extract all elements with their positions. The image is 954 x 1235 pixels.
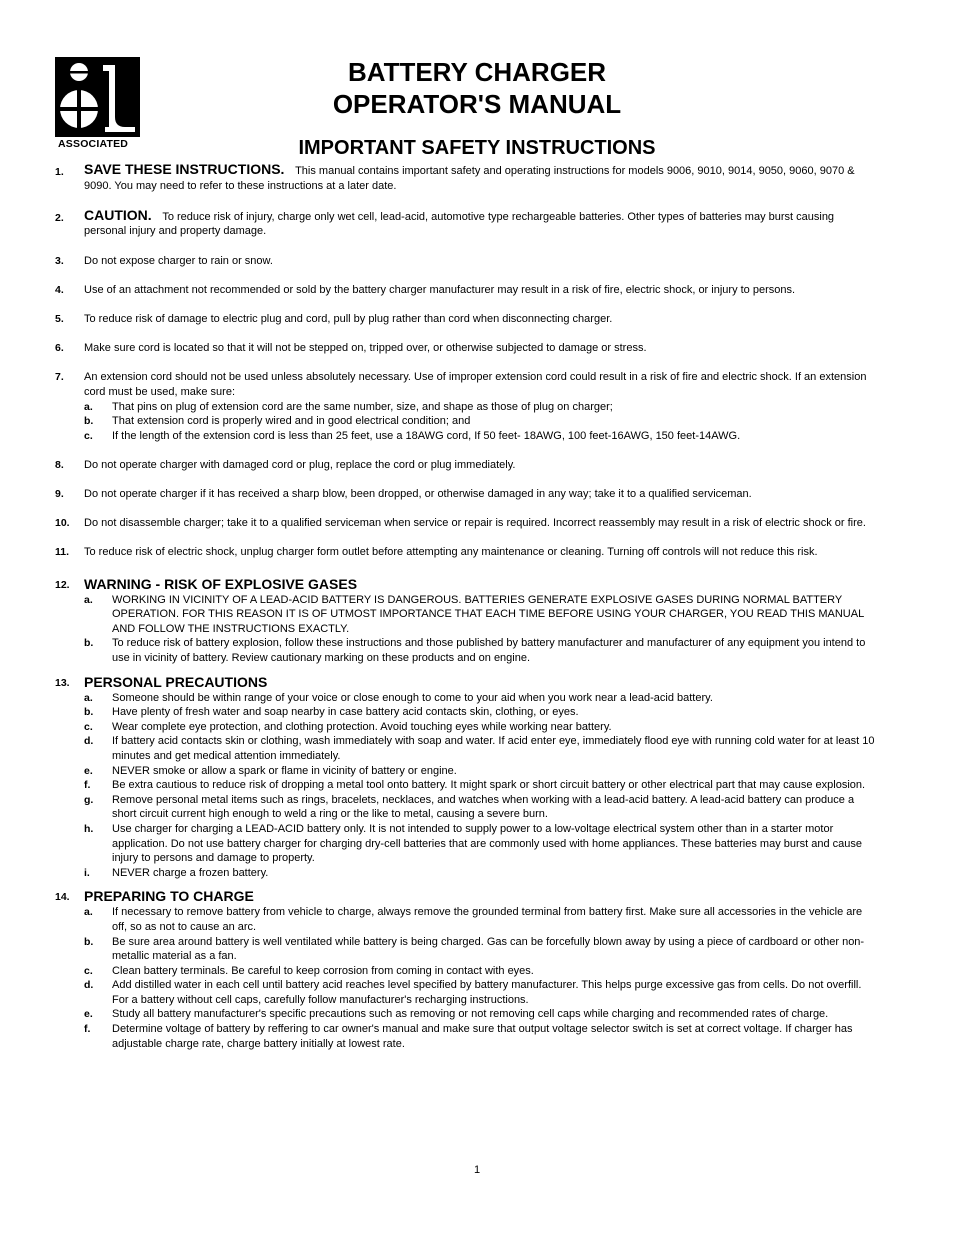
- item-number: 6.: [55, 342, 64, 355]
- sub-item: [84, 1007, 877, 1022]
- section-heading: WARNING - RISK OF EXPLOSIVE GASES: [84, 575, 358, 592]
- sub-text: Have plenty of fresh water and soap nearby in case battery acid contacts skin, clothing, or eyes.: [112, 706, 579, 719]
- sub-letter: e.: [84, 1008, 93, 1021]
- instruction-item-11: [55, 545, 877, 560]
- sub-item: [84, 414, 877, 429]
- instruction-item-9: [55, 487, 877, 502]
- sub-letter: h.: [84, 822, 94, 835]
- item-number: 12.: [55, 578, 70, 591]
- item-number: 4.: [55, 283, 64, 296]
- item-text: This manual contains important safety and operating instructions for models 9006, 9010, 9014, 9050, 9060, 9070 & 9090. You may need to refer to these instructions at a later date.: [84, 165, 855, 192]
- item-number: 7.: [55, 371, 64, 384]
- sub-item: [84, 978, 877, 1007]
- item-text: To reduce risk of injury, charge only wet cell, lead-acid, automotive type rechargeable batteries. Other types of batteries may burst causing personal injury and property damage.: [84, 210, 835, 238]
- instruction-item-1: [55, 162, 877, 193]
- sub-item: [84, 593, 877, 637]
- item-number: 10.: [55, 517, 70, 530]
- sub-text: Determine voltage of battery by reffering to car owner's manual and make sure that output voltage selector switch is set at correct voltage. If charger has adjustable charge rate, charge battery initially at lowest rate.: [112, 1023, 853, 1050]
- sub-letter: b.: [84, 706, 94, 719]
- item-number: 9.: [55, 488, 64, 501]
- sub-item: [84, 793, 877, 822]
- sub-text: Study all battery manufacturer's specific precautions such as removing or not removing cell caps while charging and recommended rates of charge.: [112, 1008, 829, 1021]
- section-heading: PREPARING TO CHARGE: [84, 888, 254, 905]
- sub-text: Clean battery terminals. Be careful to keep corrosion from coming in contact with eyes.: [112, 964, 534, 977]
- sub-letter: f.: [84, 779, 91, 792]
- instruction-item-13: [55, 673, 877, 881]
- instruction-item-6: [55, 341, 877, 356]
- sub-text: That pins on plug of extension cord are the same number, size, and shape as those of plug on charger;: [112, 400, 613, 413]
- sub-text: WORKING IN VICINITY OF A LEAD-ACID BATTERY IS DANGEROUS. BATTERIES GENERATE EXPLOSIVE GASES DURING NORMAL BATTERY OPERATION. FOR THIS REASON IT IS OF UTMOST IMPORTANCE THAT EACH TIME BEFORE USING YOUR CHARGER, YOU READ THIS MANUAL AND FOLLOW THE INSTRUCTIONS EXACTLY.: [112, 593, 864, 635]
- sub-text: To reduce risk of battery explosion, follow these instructions and those published by battery manufacturer and manufacturer of any equipment you intend to use in vicinity of battery. Review cautionary marking on these products and on engine.: [112, 637, 866, 664]
- item-lead: SAVE THESE INSTRUCTIONS.: [84, 161, 293, 177]
- sub-item: [84, 866, 877, 881]
- section-heading: PERSONAL PRECAUTIONS: [84, 673, 268, 690]
- sub-letter: c.: [84, 429, 93, 442]
- sub-text: Wear complete eye protection, and clothing protection. Avoid touching eyes while working near battery.: [112, 720, 612, 733]
- sub-item: [84, 964, 877, 979]
- sub-item: [84, 705, 877, 720]
- sub-text: Remove personal metal items such as rings, bracelets, necklaces, and watches when working with a lead-acid battery. A lead-acid battery can produce a short circuit current high enough to weld a ring or the like to metal, causing a severe burn.: [112, 793, 855, 821]
- sub-item: [84, 400, 877, 415]
- page-number: 1: [473, 1164, 481, 1176]
- sub-item: [84, 636, 877, 665]
- item-text: Use of an attachment not recommended or sold by the battery charger manufacturer may result in a risk of fire, electric shock, or injury to persons.: [84, 283, 796, 296]
- item-number: 8.: [55, 458, 64, 471]
- item-number: 2.: [55, 211, 64, 224]
- sub-letter: a.: [84, 906, 93, 919]
- sub-text: Someone should be within range of your voice or close enough to come to your aid when you work near a lead-acid battery.: [112, 691, 713, 704]
- sub-letter: d.: [84, 735, 94, 748]
- sub-letter: d.: [84, 979, 94, 992]
- sub-letter: a.: [84, 400, 93, 413]
- sub-item: [84, 1022, 877, 1051]
- item-text: To reduce risk of electric shock, unplug charger form outlet before attempting any maintenance or cleaning. Turning off controls will not reduce this risk.: [84, 546, 818, 559]
- title-line-1: BATTERY CHARGER: [347, 57, 607, 87]
- item-lead: CAUTION.: [84, 206, 160, 223]
- item-number: 5.: [55, 312, 64, 325]
- item-text: An extension cord should not be used unless absolutely necessary. Use of improper extension cord could result in a risk of fire and electric shock. If an extension cord must be used, make sure:: [84, 371, 867, 398]
- sub-item: [84, 822, 877, 866]
- sub-text: If necessary to remove battery from vehicle to charge, always remove the grounded terminal from battery first. Make sure all accessories in the vehicle are off, so as not to cause an arc.: [112, 906, 863, 933]
- sub-letter: f.: [84, 1023, 91, 1036]
- sub-letter: g.: [84, 793, 94, 806]
- instruction-item-4: [55, 283, 877, 298]
- instruction-item-2: [55, 208, 877, 239]
- sub-item: [84, 734, 877, 763]
- sub-letter: b.: [84, 935, 94, 948]
- instruction-item-3: [55, 254, 877, 269]
- title-line-2: OPERATOR'S MANUAL: [332, 89, 622, 119]
- item-text: Do not expose charger to rain or snow.: [84, 254, 273, 267]
- sub-text: Be extra cautious to reduce risk of dropping a metal tool onto battery. It might spark or short circuit battery or other electrical part that may cause explosion.: [112, 779, 866, 792]
- sub-item: [84, 778, 877, 793]
- item-number: 14.: [55, 891, 70, 904]
- sub-letter: c.: [84, 720, 93, 733]
- sub-text: Add distilled water in each cell until battery acid reaches level specified by battery manufacturer. This helps purge excessive gas from cells. Do not overfill. For a battery without cell caps, carefully follow manufacturer's recharging instructions.: [112, 979, 862, 1006]
- logo-text: ASSOCIATED: [58, 138, 129, 150]
- sub-text: If battery acid contacts skin or clothing, wash immediately with soap and water. If acid enter eye, immediately flood eye with running cold water for at least 10 minutes and get medical attention immediately.: [112, 735, 875, 762]
- item-text: Do not disassemble charger; take it to a qualified serviceman when service or repair is required. Incorrect reassembly may result in a risk of electric shock or fire.: [84, 517, 866, 530]
- item-text: Make sure cord is located so that it will not be stepped on, tripped over, or otherwise subjected to damage or stress.: [84, 342, 647, 355]
- subtitle: IMPORTANT SAFETY INSTRUCTIONS: [298, 137, 656, 159]
- sub-item: [84, 764, 877, 779]
- item-number: 13.: [55, 676, 70, 689]
- sub-item: [84, 429, 877, 444]
- sub-letter: i.: [84, 866, 90, 879]
- instruction-item-10: [55, 516, 877, 531]
- instruction-item-14: [55, 887, 877, 1051]
- sub-item: [84, 905, 877, 934]
- item-text: To reduce risk of damage to electric plug and cord, pull by plug rather than cord when disconnecting charger.: [84, 312, 613, 325]
- sub-letter: e.: [84, 764, 93, 777]
- sub-text: That extension cord is properly wired and in good electrical condition; and: [112, 415, 471, 428]
- instruction-item-8: [55, 458, 877, 473]
- sub-letter: c.: [84, 964, 93, 977]
- sub-item: [84, 720, 877, 735]
- sub-text: NEVER charge a frozen battery.: [112, 866, 269, 879]
- item-text: Do not operate charger with damaged cord or plug, replace the cord or plug immediately.: [84, 458, 516, 471]
- sub-letter: b.: [84, 637, 94, 650]
- sub-item: [84, 691, 877, 706]
- instructions-list: [55, 162, 877, 1051]
- item-number: 1.: [55, 166, 64, 178]
- sub-text: Be sure area around battery is well ventilated while battery is being charged. Gas can be forcefully blown away by using a piece of cardboard or other non-metallic material as a fan.: [112, 935, 865, 963]
- sub-letter: a.: [84, 691, 93, 704]
- instruction-item-12: [55, 575, 877, 666]
- item-number: 11.: [55, 546, 70, 559]
- item-text: Do not operate charger if it has received a sharp blow, been dropped, or otherwise damaged in any way; take it to a qualified serviceman.: [84, 488, 752, 501]
- sub-item: [84, 935, 877, 964]
- sub-letter: b.: [84, 415, 94, 428]
- instruction-item-5: [55, 312, 877, 327]
- sub-text: NEVER smoke or allow a spark or flame in vicinity of battery or engine.: [112, 764, 457, 777]
- sub-letter: a.: [84, 593, 93, 606]
- sub-text: If the length of the extension cord is less than 25 feet, use a 18AWG cord, If 50 feet- 18AWG, 100 feet-16AWG, 150 feet-14AWG.: [112, 429, 741, 442]
- instruction-item-7: [55, 370, 877, 443]
- item-number: 3.: [55, 254, 64, 267]
- sub-text: Use charger for charging a LEAD-ACID battery only. It is not intended to supply power to a low-voltage electrical system other than in a starter motor application. Do not use battery charger for charging dry-cell batteries that are commonly used with home appliances. These batteries may burst and cause injury to persons and damage to property.: [112, 822, 863, 865]
